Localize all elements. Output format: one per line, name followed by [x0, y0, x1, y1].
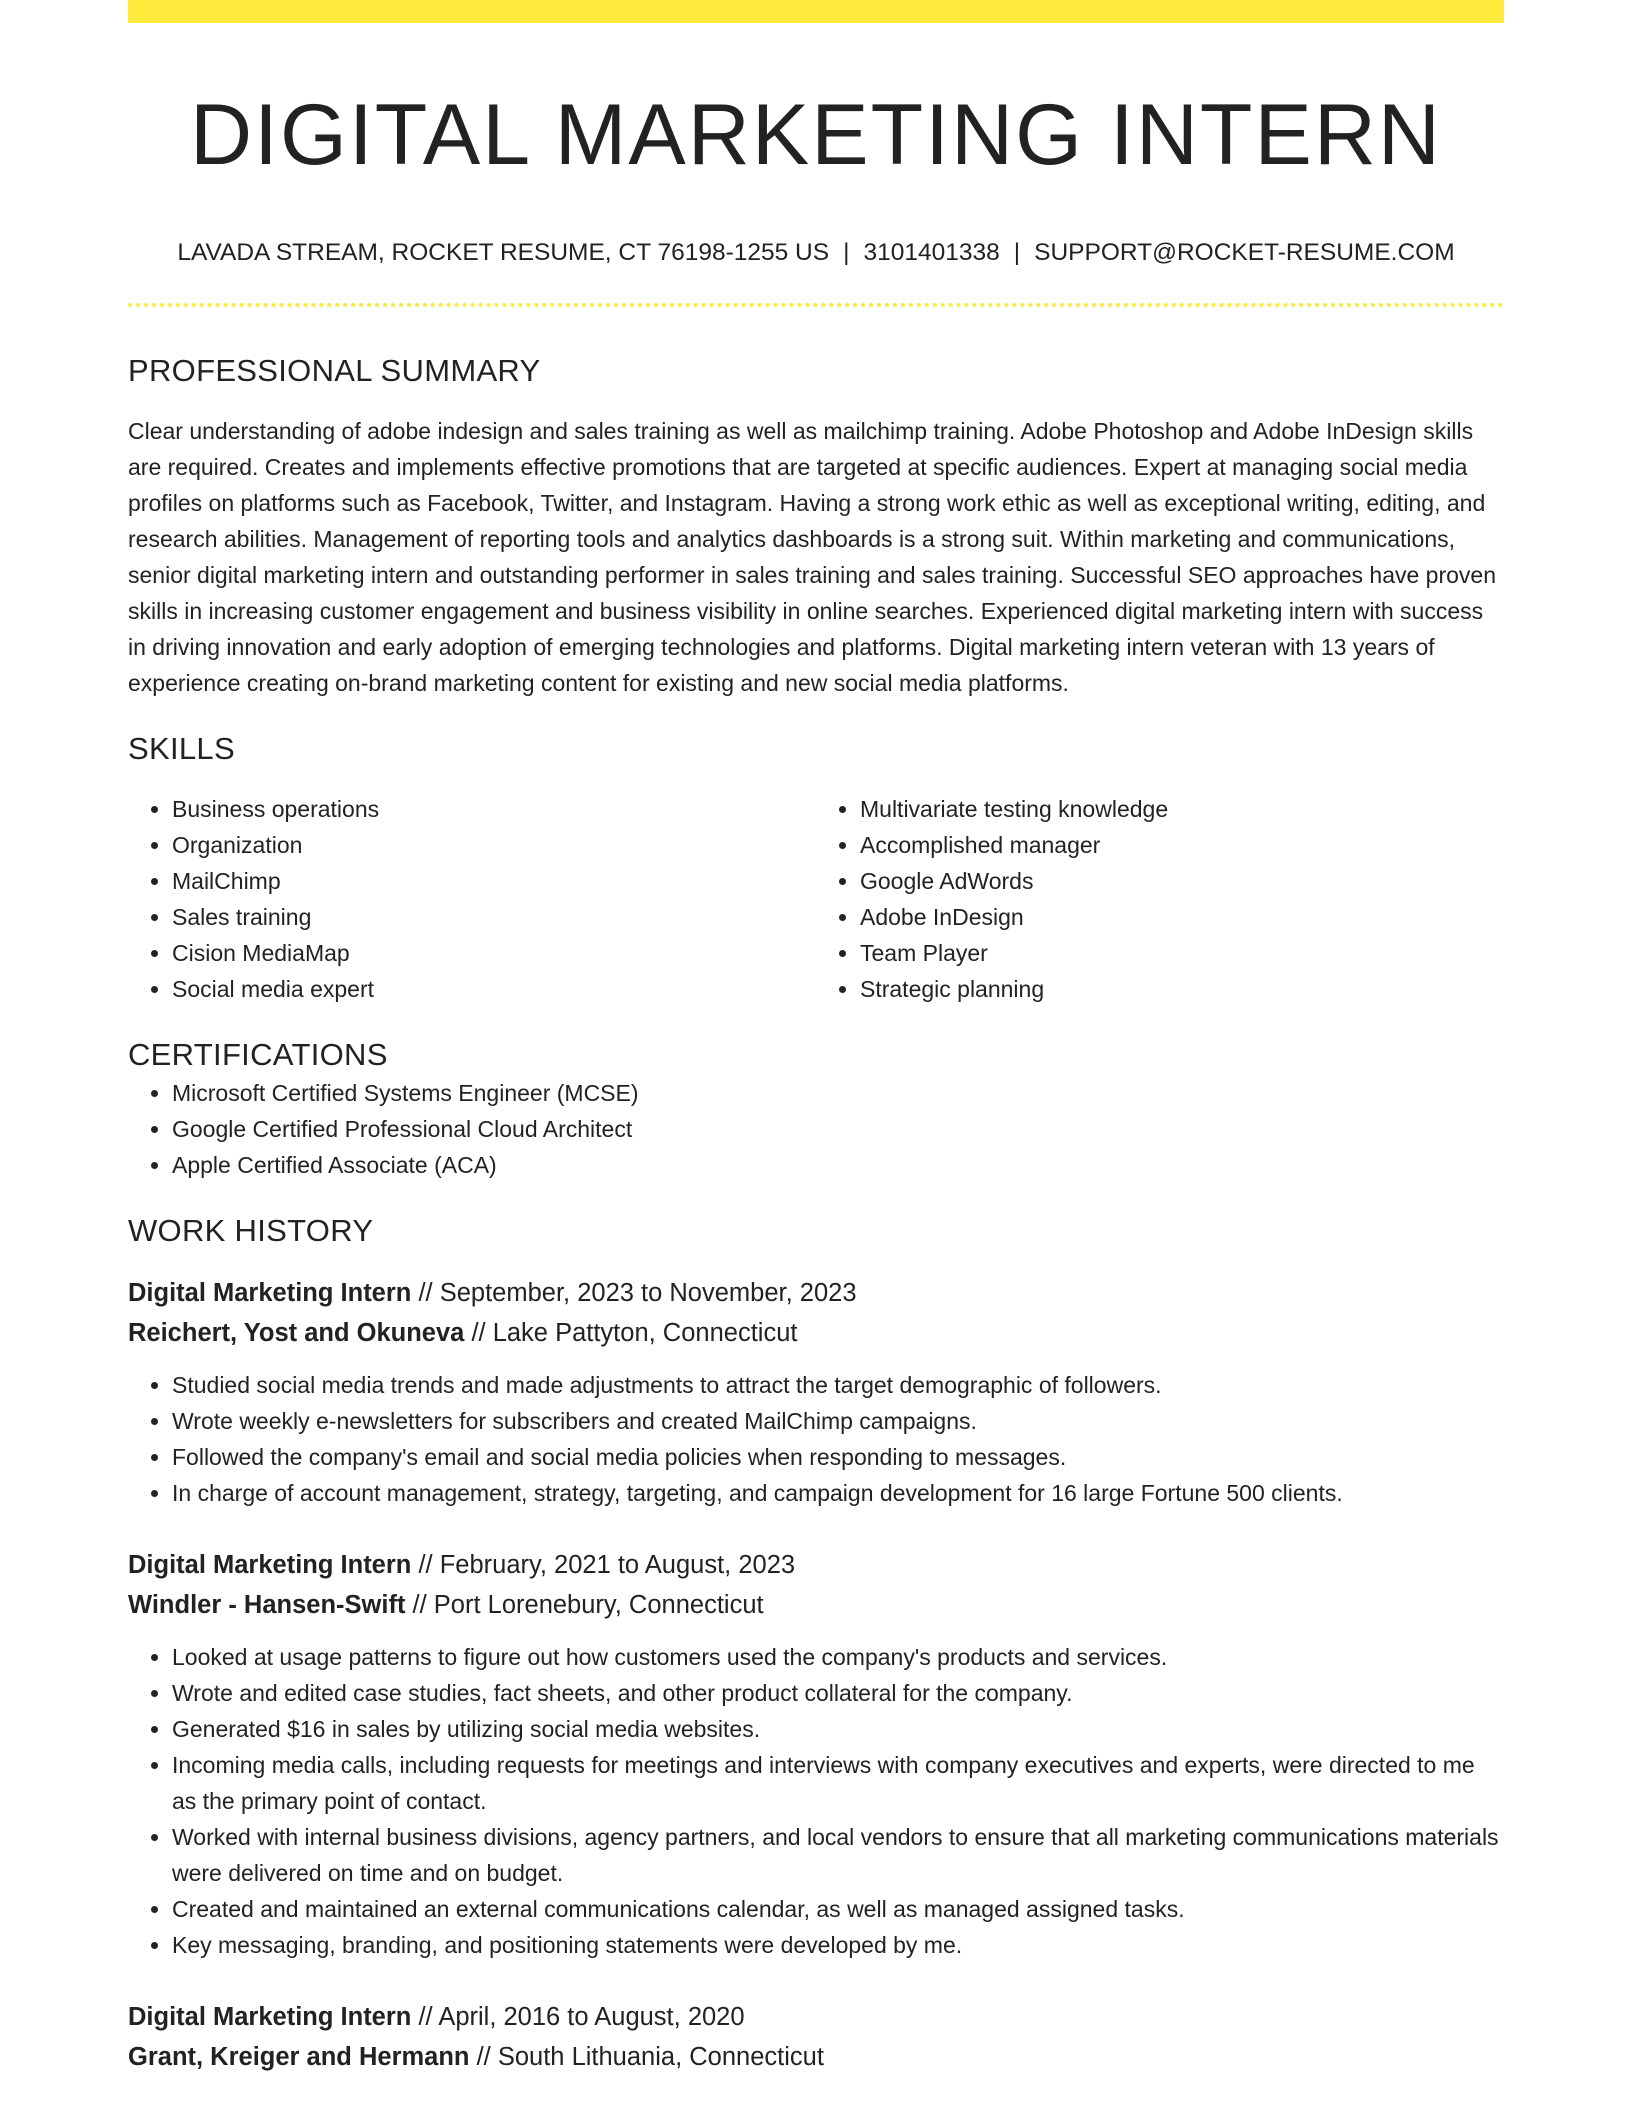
- job-bullets: [128, 1639, 1504, 1963]
- job-bullet: • Wrote and edited case studies, fact sheets, and other product collateral for the company.: [172, 1675, 1504, 1711]
- job-bullet: • Followed the company's email and social media policies when responding to messages.: [172, 1439, 1504, 1475]
- work-history-heading: WORK HISTORY: [128, 1213, 374, 1248]
- job-entry: [128, 1273, 1504, 1511]
- job-company: Windler - Hansen-Swift: [128, 1591, 406, 1619]
- contact-separator: |: [1013, 239, 1021, 266]
- job-title-line: [128, 1545, 1504, 1585]
- skill-item: • Team Player: [860, 935, 1504, 971]
- job-company-line: [128, 2037, 1504, 2077]
- job-bullet: • Created and maintained an external communications calendar, as well as managed assigned tasks.: [172, 1891, 1504, 1927]
- certifications-list: [128, 1075, 1504, 1183]
- skills-columns: [128, 791, 1504, 1007]
- job-bullet: • Wrote weekly e-newsletters for subscribers and created MailChimp campaigns.: [172, 1403, 1504, 1439]
- skill-item: • Organization: [172, 827, 816, 863]
- certification-item: • Apple Certified Associate (ACA): [172, 1147, 1504, 1183]
- job-bullets: [128, 1367, 1504, 1511]
- job-bullet: • In charge of account management, strategy, targeting, and campaign development for 16 large Fortune 500 clients.: [172, 1475, 1504, 1511]
- skill-item: • Cision MediaMap: [172, 935, 816, 971]
- job-company-line: [128, 1585, 1504, 1625]
- certification-item: • Google Certified Professional Cloud Architect: [172, 1111, 1504, 1147]
- job-bullet: • Key messaging, branding, and positioning statements were developed by me.: [172, 1927, 1504, 1963]
- skill-item: • Sales training: [172, 899, 816, 935]
- job-bullet: • Generated $16 in sales by utilizing social media websites.: [172, 1711, 1504, 1747]
- contact-phone: 3101401338: [863, 239, 1000, 266]
- contact-line: [128, 237, 1504, 269]
- job-dates: // February, 2021 to August, 2023: [418, 1551, 796, 1579]
- job-title: Digital Marketing Intern: [128, 2003, 412, 2031]
- skill-item: • MailChimp: [172, 863, 816, 899]
- job-title: Digital Marketing Intern: [128, 1279, 412, 1307]
- job-company-line: [128, 1313, 1504, 1353]
- skill-item: • Business operations: [172, 791, 816, 827]
- skills-heading: SKILLS: [128, 731, 235, 766]
- job-title-line: [128, 1273, 1504, 1313]
- job-bullet: • Worked with internal business divisions, agency partners, and local vendors to ensure that all marketing communications materials were delivered on time and on budget.: [172, 1819, 1504, 1891]
- certifications-heading: CERTIFICATIONS: [128, 1037, 388, 1072]
- job-bullet: • Looked at usage patterns to figure out how customers used the company's products and services.: [172, 1639, 1504, 1675]
- job-title-line: [128, 1997, 1504, 2037]
- skill-item: • Social media expert: [172, 971, 816, 1007]
- job-location: // Port Lorenebury, Connecticut: [412, 1591, 764, 1619]
- job-entry: [128, 1997, 1504, 2077]
- job-location: // Lake Pattyton, Connecticut: [471, 1319, 798, 1347]
- skill-item: • Accomplished manager: [860, 827, 1504, 863]
- job-bullet: • Incoming media calls, including requests for meetings and interviews with company executives and experts, were directed to me as the primary point of contact.: [172, 1747, 1504, 1819]
- job-dates: // April, 2016 to August, 2020: [418, 2003, 745, 2031]
- contact-address: LAVADA STREAM, ROCKET RESUME, CT 76198-1255 US: [177, 239, 830, 266]
- skills-left-list: [128, 791, 816, 1007]
- resume-content: [128, 0, 1504, 2077]
- summary-text: Clear understanding of adobe indesign and sales training as well as mailchimp training. Adobe Photoshop and Adobe InDesign skills are required. Creates and implements effective promotions that are targeted at specific audiences. Expert at managing social media profiles on platforms such as Facebook, Twitter, and Instagram. Having a strong work ethic as well as exceptional writing, editing, and research abilities. Management of reporting tools and analytics dashboards is a strong suit. Within marketing and communications, senior digital marketing intern and outstanding performer in sales training and sales training. Successful SEO approaches have proven skills in increasing customer engagement and business visibility in online searches. Experienced digital marketing intern with success in driving innovation and early adoption of emerging technologies and platforms. Digital marketing intern veteran with 13 years of experience creating on-brand marketing content for existing and new social media platforms.: [128, 418, 1496, 696]
- skill-item: • Strategic planning: [860, 971, 1504, 1007]
- accent-bar: [128, 0, 1504, 23]
- certification-item: • Microsoft Certified Systems Engineer (MCSE): [172, 1075, 1504, 1111]
- skill-item: • Google AdWords: [860, 863, 1504, 899]
- dotted-divider: [128, 303, 1504, 307]
- summary-heading: PROFESSIONAL SUMMARY: [128, 353, 541, 388]
- contact-separator: |: [843, 239, 850, 266]
- job-dates: // September, 2023 to November, 2023: [418, 1279, 857, 1307]
- job-entry: [128, 1545, 1504, 1963]
- resume-title: DIGITAL MARKETING INTERN: [189, 87, 1443, 183]
- job-location: // South Lithuania, Connecticut: [476, 2043, 824, 2071]
- skills-right-list: [816, 791, 1504, 1007]
- job-company: Grant, Kreiger and Hermann: [128, 2043, 470, 2071]
- contact-email: SUPPORT@ROCKET-RESUME.COM: [1034, 239, 1455, 266]
- job-company: Reichert, Yost and Okuneva: [128, 1319, 465, 1347]
- skill-item: • Multivariate testing knowledge: [860, 791, 1504, 827]
- job-bullet: • Studied social media trends and made adjustments to attract the target demographic of followers.: [172, 1367, 1504, 1403]
- job-title: Digital Marketing Intern: [128, 1551, 412, 1579]
- skill-item: • Adobe InDesign: [860, 899, 1504, 935]
